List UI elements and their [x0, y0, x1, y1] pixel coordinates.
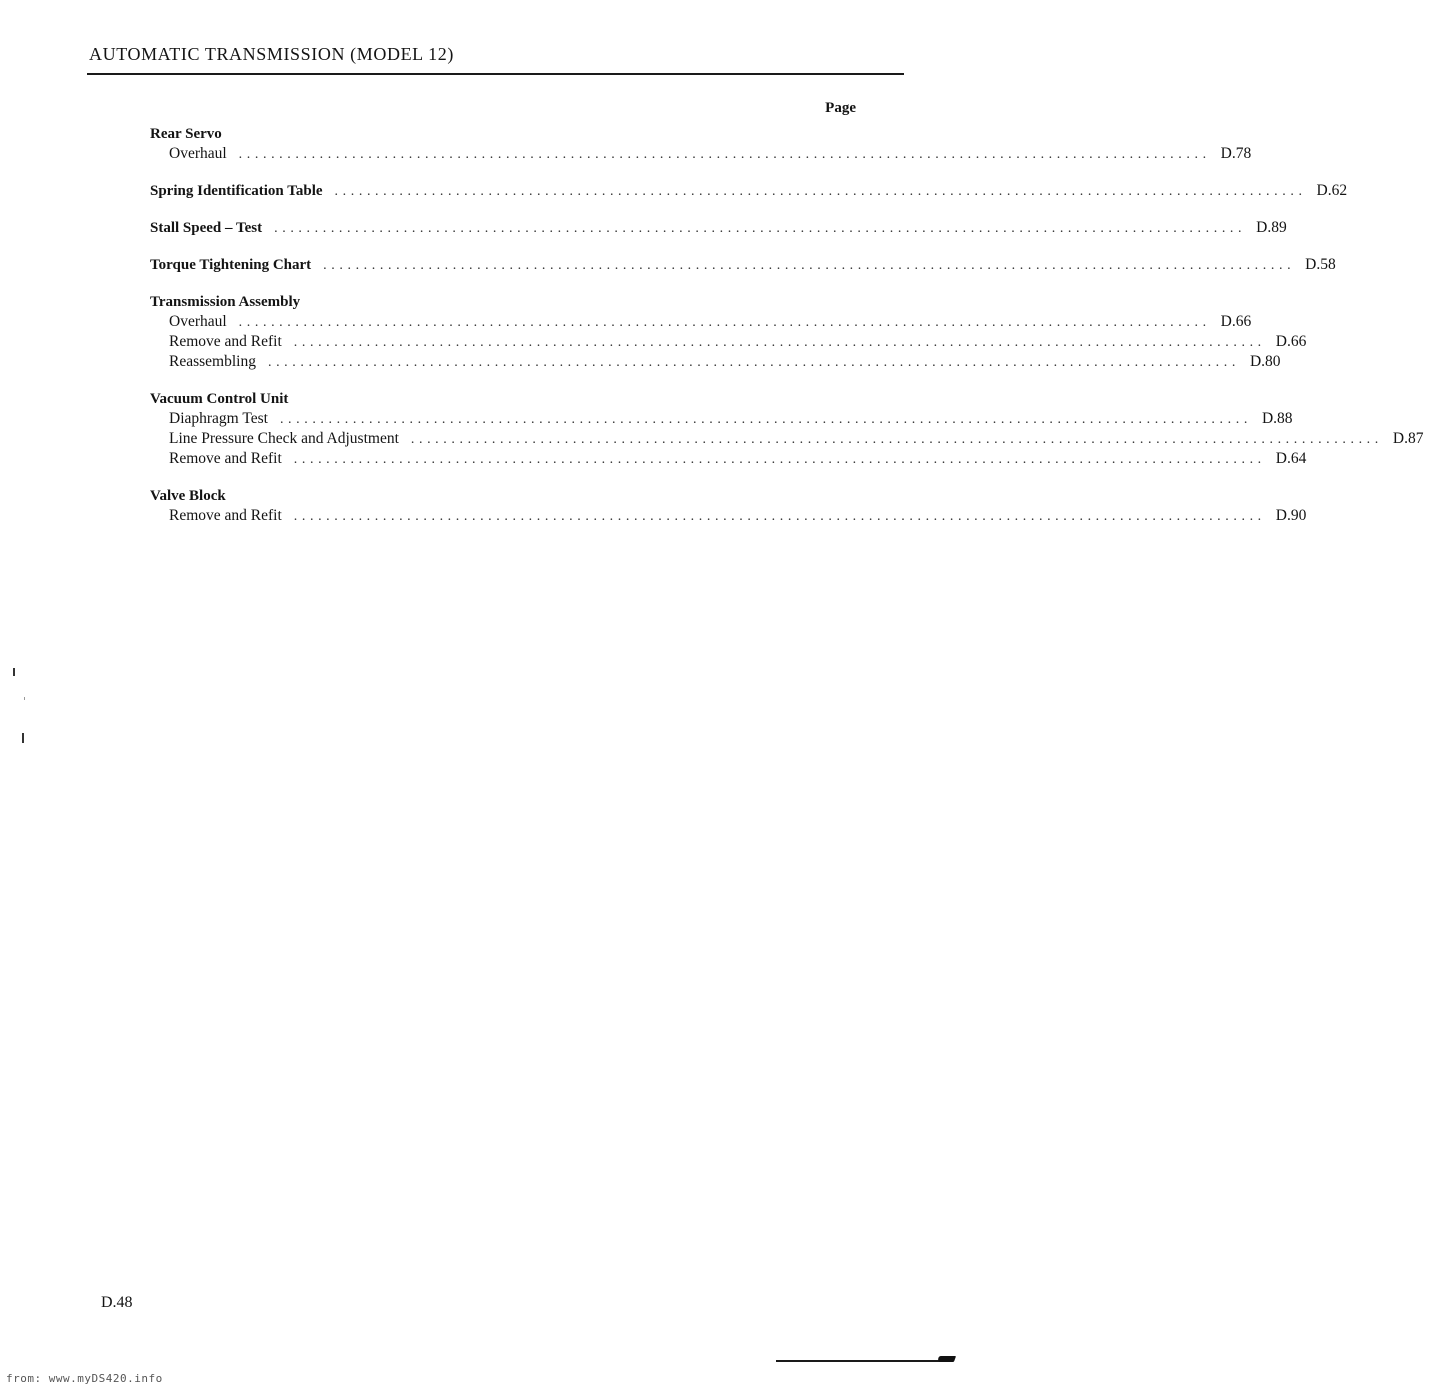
section-heading: Vacuum Control Unit — [150, 391, 289, 407]
entry-label: Overhaul — [169, 313, 227, 330]
entry-label: Remove and Refit — [169, 333, 282, 350]
index-entry[interactable] — [150, 255, 1336, 275]
dot-leader: ........................................................................................................................ — [410, 432, 1383, 447]
section-heading: Valve Block — [150, 488, 226, 504]
dot-leader: ........................................................................................................................ — [293, 509, 1266, 524]
dot-leader: ........................................................................................................................ — [323, 258, 1296, 273]
index-section-spring-identification — [150, 181, 1348, 201]
dot-leader: ........................................................................................................................ — [238, 315, 1211, 330]
dot-leader: ........................................................................................................................ — [293, 452, 1266, 467]
entry-label: Reassembling — [169, 353, 256, 370]
entry-page: D.64 — [1275, 450, 1307, 467]
dot-leader: ........................................................................................................................ — [238, 147, 1211, 162]
scan-speck — [24, 697, 25, 700]
index-entry[interactable] — [150, 312, 1252, 332]
page-number: D.48 — [101, 1294, 133, 1311]
index-section-vacuum-control-unit — [150, 389, 1424, 469]
source-watermark: from: www.myDS420.info — [6, 1372, 163, 1385]
entry-label: Overhaul — [169, 145, 227, 162]
index-entry[interactable] — [150, 144, 1252, 164]
index-entry[interactable] — [150, 429, 1424, 449]
index-list — [150, 100, 1424, 543]
header-rule — [87, 73, 904, 75]
dot-leader: ........................................................................................................................ — [334, 184, 1307, 199]
footer-rule — [776, 1360, 948, 1362]
entry-label: Stall Speed – Test — [150, 220, 263, 236]
entry-page: D.62 — [1316, 182, 1348, 199]
entry-page: D.78 — [1220, 145, 1252, 162]
entry-label: Spring Identification Table — [150, 183, 323, 199]
scan-speck — [13, 668, 15, 676]
entry-page: D.80 — [1249, 353, 1281, 370]
entry-page: D.66 — [1220, 313, 1252, 330]
entry-page: D.66 — [1275, 333, 1307, 350]
index-entry[interactable] — [150, 181, 1348, 201]
entry-label: Diaphragm Test — [169, 410, 268, 427]
index-entry[interactable] — [150, 409, 1293, 429]
dot-leader: ........................................................................................................................ — [279, 412, 1252, 427]
entry-page: D.90 — [1275, 507, 1307, 524]
dot-leader: ........................................................................................................................ — [267, 355, 1240, 370]
entry-page: D.58 — [1305, 256, 1336, 273]
entry-label: Remove and Refit — [169, 507, 282, 524]
page-column-label: Page — [825, 100, 856, 116]
index-entry[interactable] — [150, 449, 1307, 469]
entry-page: D.89 — [1256, 219, 1287, 236]
index-section-rear-servo — [150, 124, 1252, 164]
index-entry[interactable] — [150, 506, 1307, 526]
entry-page: D.88 — [1261, 410, 1293, 427]
index-entry[interactable] — [150, 218, 1287, 238]
dot-leader: ........................................................................................................................ — [274, 221, 1247, 236]
index-section-stall-speed — [150, 218, 1287, 238]
index-entry[interactable] — [150, 352, 1281, 372]
index-section-torque-chart — [150, 255, 1336, 275]
entry-label: Remove and Refit — [169, 450, 282, 467]
ink-mark — [937, 1356, 956, 1362]
section-heading: Transmission Assembly — [150, 294, 301, 310]
section-heading: Rear Servo — [150, 126, 222, 142]
dot-leader: ........................................................................................................................ — [293, 335, 1266, 350]
entry-page: D.87 — [1392, 430, 1424, 447]
index-section-transmission-assembly — [150, 292, 1307, 372]
entry-label: Line Pressure Check and Adjustment — [169, 430, 399, 447]
entry-label: Torque Tightening Chart — [150, 257, 312, 273]
index-section-valve-block — [150, 486, 1307, 526]
index-entry[interactable] — [150, 332, 1307, 352]
page-title: AUTOMATIC TRANSMISSION (MODEL 12) — [89, 44, 454, 64]
scan-speck — [22, 733, 24, 743]
